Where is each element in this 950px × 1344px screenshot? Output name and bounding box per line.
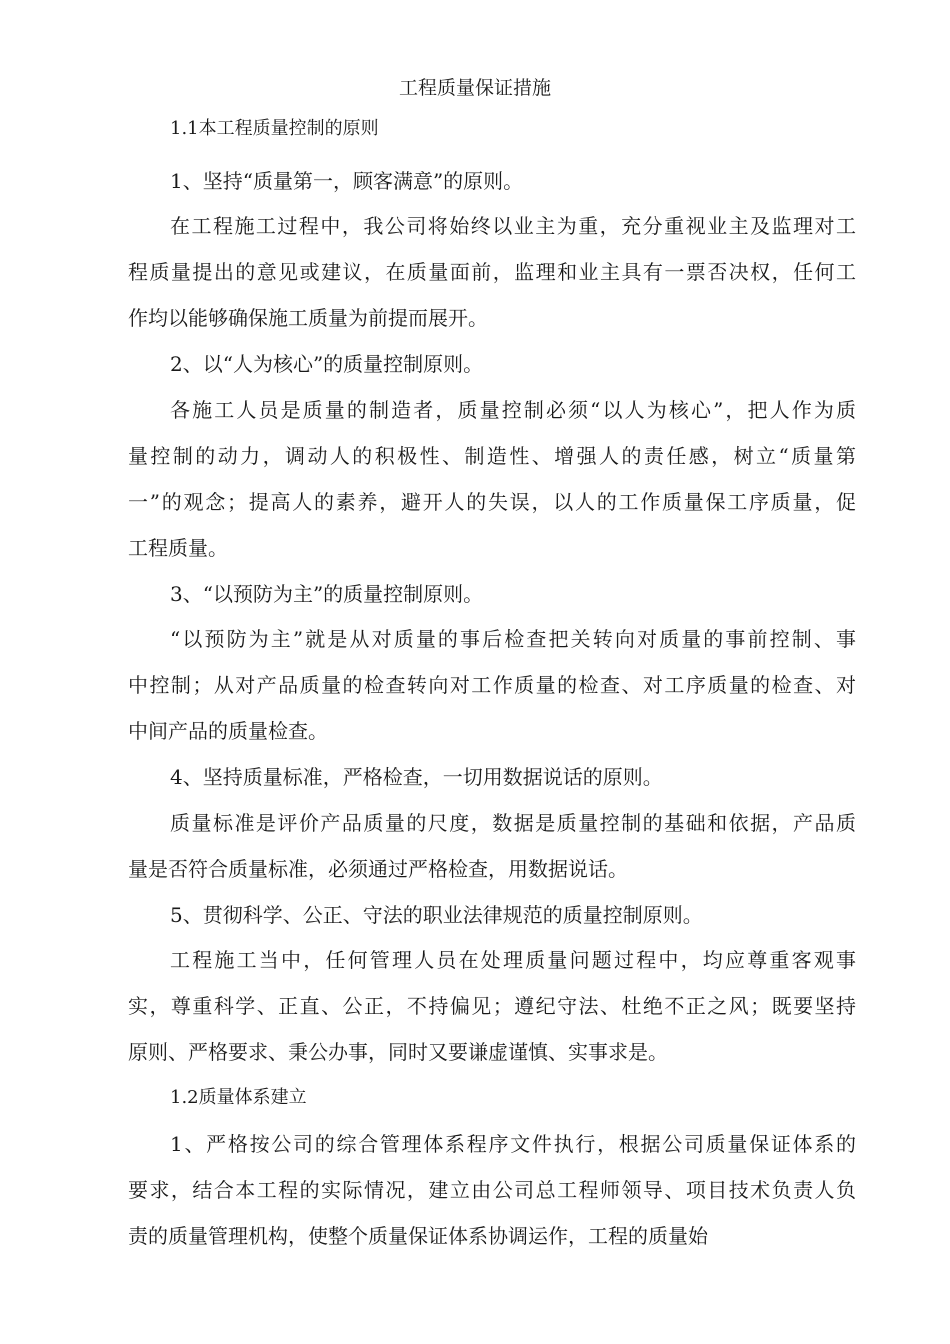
paragraph-line: 在工程施工过程中，我公司将始终以业主为重，充分重视业主及监理对工 xyxy=(170,214,856,238)
paragraph-line: 作均以能够确保施工质量为前提而展开。 xyxy=(128,306,488,330)
principle-1-heading: 1、坚持“质量第一，顾客满意”的原则。 xyxy=(170,169,524,193)
paragraph-line: 工程质量。 xyxy=(128,536,228,560)
principle-5-heading: 5、贯彻科学、公正、守法的职业法律规范的质量控制原则。 xyxy=(170,903,703,927)
principle-2-heading: 2、以“人为核心”的质量控制原则。 xyxy=(170,352,484,376)
paragraph-line: 实，尊重科学、正直、公正，不持偏见；遵纪守法、杜绝不正之风；既要坚持 xyxy=(128,994,856,1018)
document-title: 工程质量保证措施 xyxy=(398,77,551,99)
paragraph-line: 量是否符合质量标准，必须通过严格检查，用数据说话。 xyxy=(128,857,628,881)
section-heading-1-1: 1.1本工程质量控制的原则 xyxy=(170,118,379,139)
paragraph-line: 中间产品的质量检查。 xyxy=(128,719,328,743)
paragraph-line: 工程施工当中，任何管理人员在处理质量问题过程中，均应尊重客观事 xyxy=(170,948,856,972)
paragraph-line: 质量标准是评价产品质量的尺度，数据是质量控制的基础和依据，产品质 xyxy=(170,811,856,835)
paragraph-line: 1、严格按公司的综合管理体系程序文件执行，根据公司质量保证体系的 xyxy=(170,1132,856,1156)
paragraph-line: 各施工人员是质量的制造者，质量控制必须“以人为核心”，把人作为质 xyxy=(170,398,856,422)
paragraph-line: 原则、严格要求、秉公办事，同时又要谦虚谨慎、实事求是。 xyxy=(128,1040,668,1064)
paragraph-line: 中控制；从对产品质量的检查转向对工作质量的检查、对工序质量的检查、对 xyxy=(128,673,856,697)
paragraph-line: 责的质量管理机构，使整个质量保证体系协调运作，工程的质量始 xyxy=(128,1224,708,1248)
section-heading-1-2: 1.2质量体系建立 xyxy=(170,1087,307,1108)
principle-4-heading: 4、坚持质量标准，严格检查，一切用数据说话的原则。 xyxy=(170,765,663,789)
paragraph-line: 要求，结合本工程的实际情况，建立由公司总工程师领导、项目技术负责人负 xyxy=(128,1178,856,1202)
paragraph-line: 量控制的动力，调动人的积极性、制造性、增强人的责任感，树立“质量第 xyxy=(128,444,856,468)
paragraph-line: 程质量提出的意见或建议，在质量面前，监理和业主具有一票否决权，任何工 xyxy=(128,260,856,284)
principle-3-heading: 3、“以预防为主”的质量控制原则。 xyxy=(170,582,484,606)
paragraph-line: “以预防为主”就是从对质量的事后检查把关转向对质量的事前控制、事 xyxy=(170,627,856,651)
paragraph-line: 一”的观念；提高人的素养，避开人的失误，以人的工作质量保工序质量，促 xyxy=(128,490,856,514)
